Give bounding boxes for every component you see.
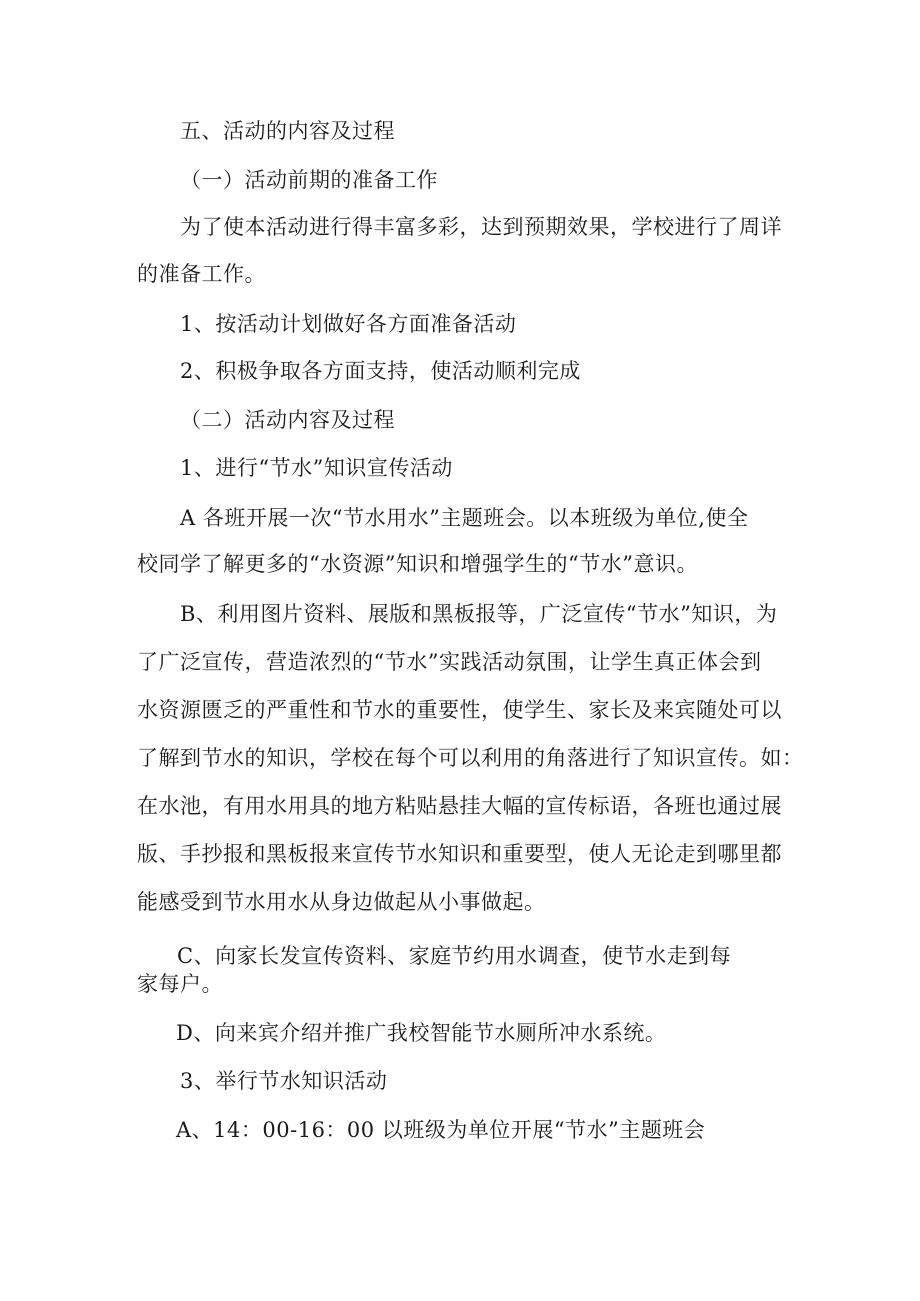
list-item: 1、进行“节水”知识宣传活动 <box>180 456 453 480</box>
section-heading: 五、活动的内容及过程 <box>180 119 395 143</box>
paragraph-line: C、向家长发宣传资料、家庭节约用水调查，使节水走到每 <box>177 944 732 968</box>
paragraph-line: D、向来宾介绍并推广我校智能节水厕所冲水系统。 <box>176 1021 667 1045</box>
paragraph-line: 了解到节水的知识，学校在每个可以利用的角落进行了知识宣传。如： <box>137 746 804 770</box>
paragraph-line: 校同学了解更多的“水资源”知识和增强学生的“节水”意识。 <box>137 552 698 576</box>
list-item: 2、积极争取各方面支持，使活动顺利完成 <box>180 359 581 383</box>
subsection-heading-preparation: （一）活动前期的准备工作 <box>180 168 438 192</box>
paragraph-line: 的准备工作。 <box>137 262 266 286</box>
paragraph-line: 了广泛宣传，营造浓烈的“节水”实践活动氛围，让学生真正体会到 <box>137 650 762 674</box>
list-item: 3、举行节水知识活动 <box>180 1069 388 1093</box>
paragraph-line: 版、手抄报和黑板报来宣传节水知识和重要型，使人无论走到哪里都 <box>137 842 782 866</box>
paragraph-line: 水资源匮乏的严重性和节水的重要性，使学生、家长及来宾随处可以 <box>137 698 782 722</box>
paragraph-line: 家每户。 <box>137 972 223 996</box>
list-item: 1、按活动计划做好各方面准备活动 <box>180 312 517 336</box>
paragraph-line: A、14：00-16：00 以班级为单位开展“节水”主题班会 <box>176 1118 706 1142</box>
paragraph-line: 在水池，有用水用具的地方粘贴悬挂大幅的宣传标语，各班也通过展 <box>137 794 782 818</box>
paragraph-line: B、利用图片资料、展版和黑板报等，广泛宣传“节水”知识，为 <box>180 602 778 626</box>
paragraph-line: A 各班开展一次“节水用水”主题班会。以本班级为单位,使全 <box>180 506 749 530</box>
paragraph-line: 为了使本活动进行得丰富多彩，达到预期效果，学校进行了周详 <box>180 215 782 239</box>
subsection-heading-content: （二）活动内容及过程 <box>180 408 395 432</box>
paragraph-line: 能感受到节水用水从身边做起从小事做起。 <box>137 890 546 914</box>
